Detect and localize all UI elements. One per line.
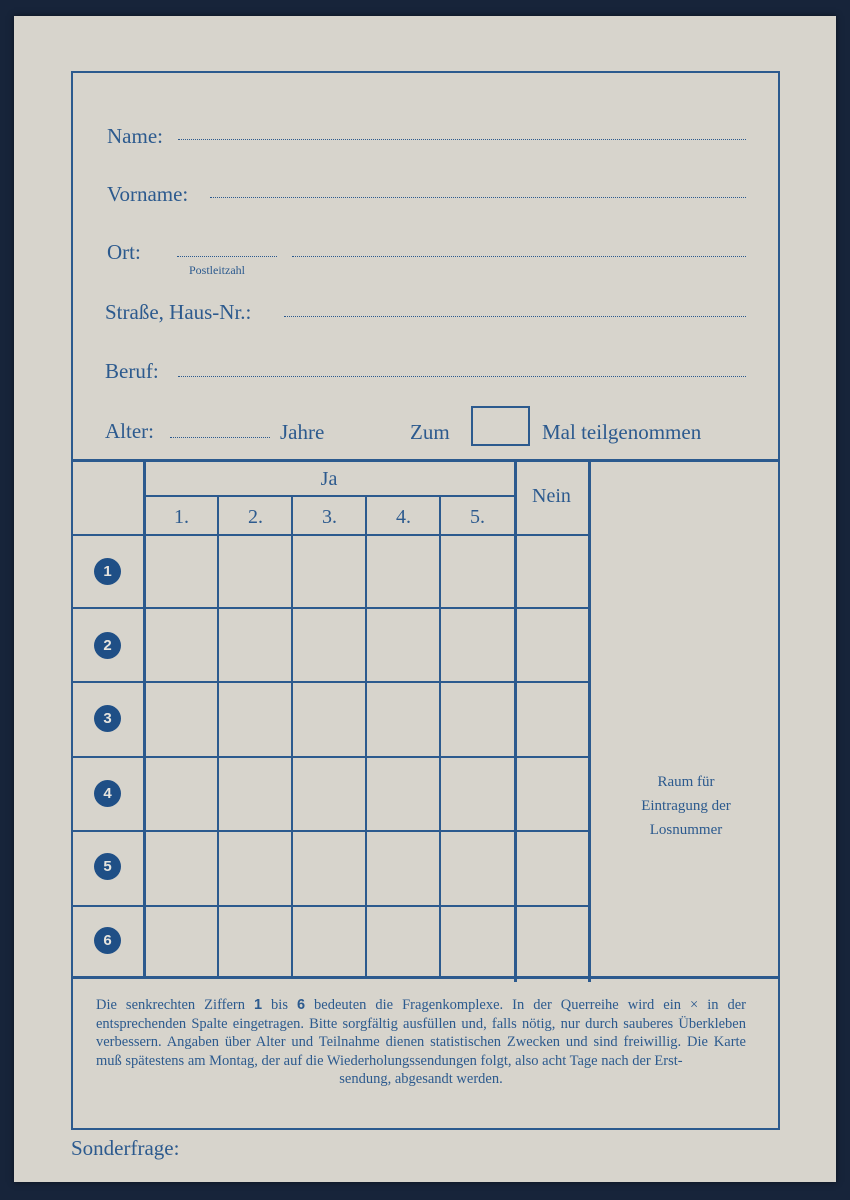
table-bottom-border <box>71 976 780 979</box>
losnummer-area-label <box>592 770 780 842</box>
row-line <box>71 756 590 758</box>
losnummer-line: Losnummer <box>649 822 723 838</box>
table-raum-divider <box>588 459 591 982</box>
mal-teilgenommen-label: Mal teilgenommen <box>542 420 702 444</box>
ja-header: Ja <box>320 468 338 490</box>
name-label: Name: <box>107 124 163 148</box>
table-ja-nein-divider <box>514 459 517 982</box>
note-last-line: sendung, abgesandt werden. <box>339 1071 503 1087</box>
column-header-2: 2. <box>248 506 263 528</box>
row-number-badge-3: 3 <box>94 705 121 732</box>
alter-label: Alter: <box>105 419 154 443</box>
nein-header: Nein <box>532 485 571 507</box>
column-header-1: 1. <box>174 506 189 528</box>
vorname-label: Vorname: <box>107 182 189 206</box>
row-number-badge-4: 4 <box>94 780 121 807</box>
note-text: bedeuten die Fragenkomplexe. In der Querreihe wird ein × in der entsprechenden Spalte eingetragen. Bitte sorgfältig ausfüllen und, falls nötig, nur durch sauberes Überkleben verbessern. Angaben über Alter und Teilnahme dienen statistischen Zwecken und sind freiwillig. Die Karte muß spätestens am Montag, der auf die Wiederholungssendungen folgt, also acht Tage nach der Erst- <box>96 997 746 1069</box>
row-number-badge-5: 5 <box>94 853 121 880</box>
strasse-field[interactable] <box>284 316 746 317</box>
table-top-border <box>71 459 780 462</box>
row-line <box>71 607 590 609</box>
row-line <box>71 681 590 683</box>
header-bottom-line <box>71 534 590 536</box>
ja-header-divider <box>143 495 515 497</box>
strasse-label: Straße, Haus-Nr.: <box>105 300 252 324</box>
name-field[interactable] <box>178 139 746 140</box>
alter-field[interactable] <box>170 437 270 438</box>
vorname-field[interactable] <box>210 197 746 198</box>
note-digit-from: 1 <box>253 997 263 1013</box>
note-digit-to: 6 <box>296 997 306 1013</box>
note-text: bis <box>262 997 297 1013</box>
column-header-4: 4. <box>396 506 411 528</box>
losnummer-line: Eintragung der <box>641 798 731 814</box>
zum-label: Zum <box>410 420 450 444</box>
ort-label: Ort: <box>107 240 141 264</box>
losnummer-line: Raum für <box>657 774 715 790</box>
postleitzahl-label: Postleitzahl <box>189 263 245 277</box>
teilnahme-count-box[interactable] <box>471 406 530 446</box>
ort-field[interactable] <box>292 256 746 257</box>
row-number-badge-2: 2 <box>94 632 121 659</box>
jahre-label: Jahre <box>280 420 325 444</box>
row-number-badge-1: 1 <box>94 558 121 585</box>
instructions-note <box>96 996 746 1089</box>
table-row-number-divider <box>143 459 146 978</box>
column-header-3: 3. <box>322 506 337 528</box>
beruf-field[interactable] <box>178 376 746 377</box>
note-text: Die senkrechten Ziffern <box>96 997 254 1013</box>
column-header-5: 5. <box>470 506 485 528</box>
form-frame <box>71 71 780 1130</box>
beruf-label: Beruf: <box>105 359 159 383</box>
sonderfrage-label: Sonderfrage: <box>71 1136 180 1160</box>
postleitzahl-field[interactable] <box>177 256 277 257</box>
row-number-badge-6: 6 <box>94 927 121 954</box>
row-line <box>71 905 590 907</box>
row-line <box>71 830 590 832</box>
